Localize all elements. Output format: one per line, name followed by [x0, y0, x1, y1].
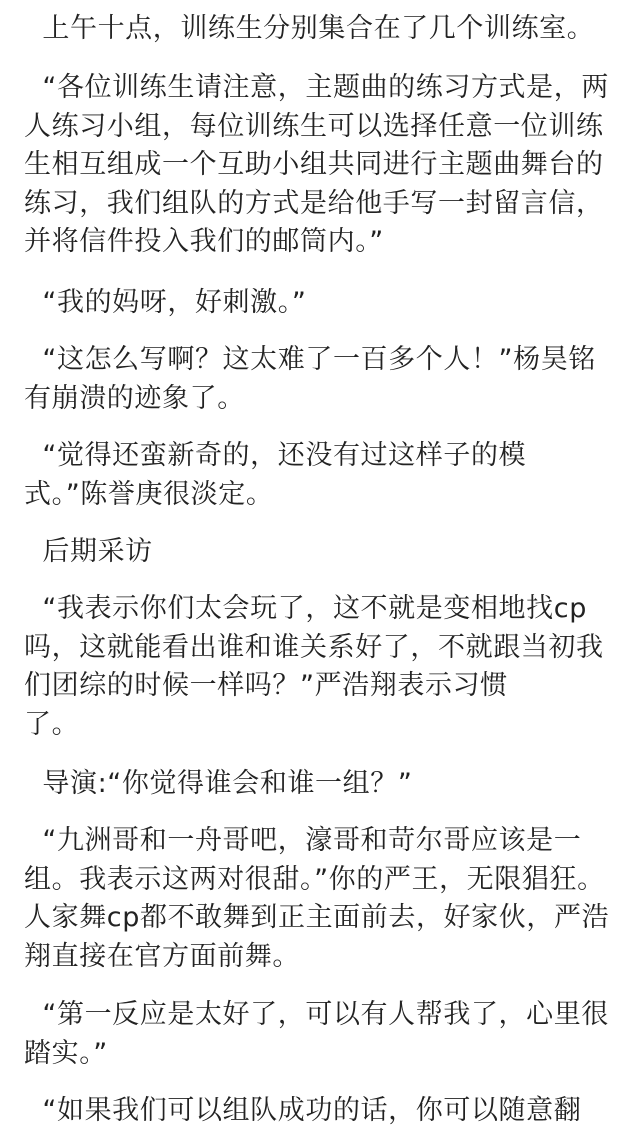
paragraph-10: “第一反应是太好了，可以有人帮我了，心里很踏实。”	[24, 999, 609, 1069]
paragraph-7: “我表示你们太会玩了，这不就是变相地找cp吗，这就能看出谁和谁关系好了，不就跟当初我们团综的时候一样吗？”严浩翔表示习惯 了。	[24, 593, 604, 740]
paragraph-5: “觉得还蛮新奇的，还没有过这样子的模 式。”陈誉庚很淡定。	[24, 440, 527, 510]
paragraph-2: “各位训练生请注意，主题曲的练习方式是，两人练习小组，每位训练生可以选择任意一位训练生相互组成一个互助小组共同进行主题曲舞台的练习，我们组队的方式是给他手写一封留言信，并将信件投入我们的邮筒内。”	[24, 72, 609, 257]
paragraph-11: “如果我们可以组队成功的话，你可以随意翻	[24, 1095, 582, 1126]
paragraph-3: “我的妈呀，好刺激。”	[24, 287, 307, 318]
paragraph-6: 后期采访	[24, 536, 153, 567]
paragraph-8: 导演:“你觉得谁会和谁一组？”	[24, 768, 413, 799]
paragraph-9: “九洲哥和一舟哥吧，濠哥和苛尔哥应该是一组。我表示这两对很甜。”你的严王，无限猖狂。人家舞cp都不敢舞到正主面前去，好家伙，严浩翔直接在官方面前舞。	[24, 825, 610, 972]
paragraph-1: 上午十点，训练生分别集合在了几个训练室。	[24, 13, 595, 44]
paragraph-4: “这怎么写啊？这太难了一百多个人！”杨昊铭有崩溃的迹象了。	[24, 344, 596, 414]
